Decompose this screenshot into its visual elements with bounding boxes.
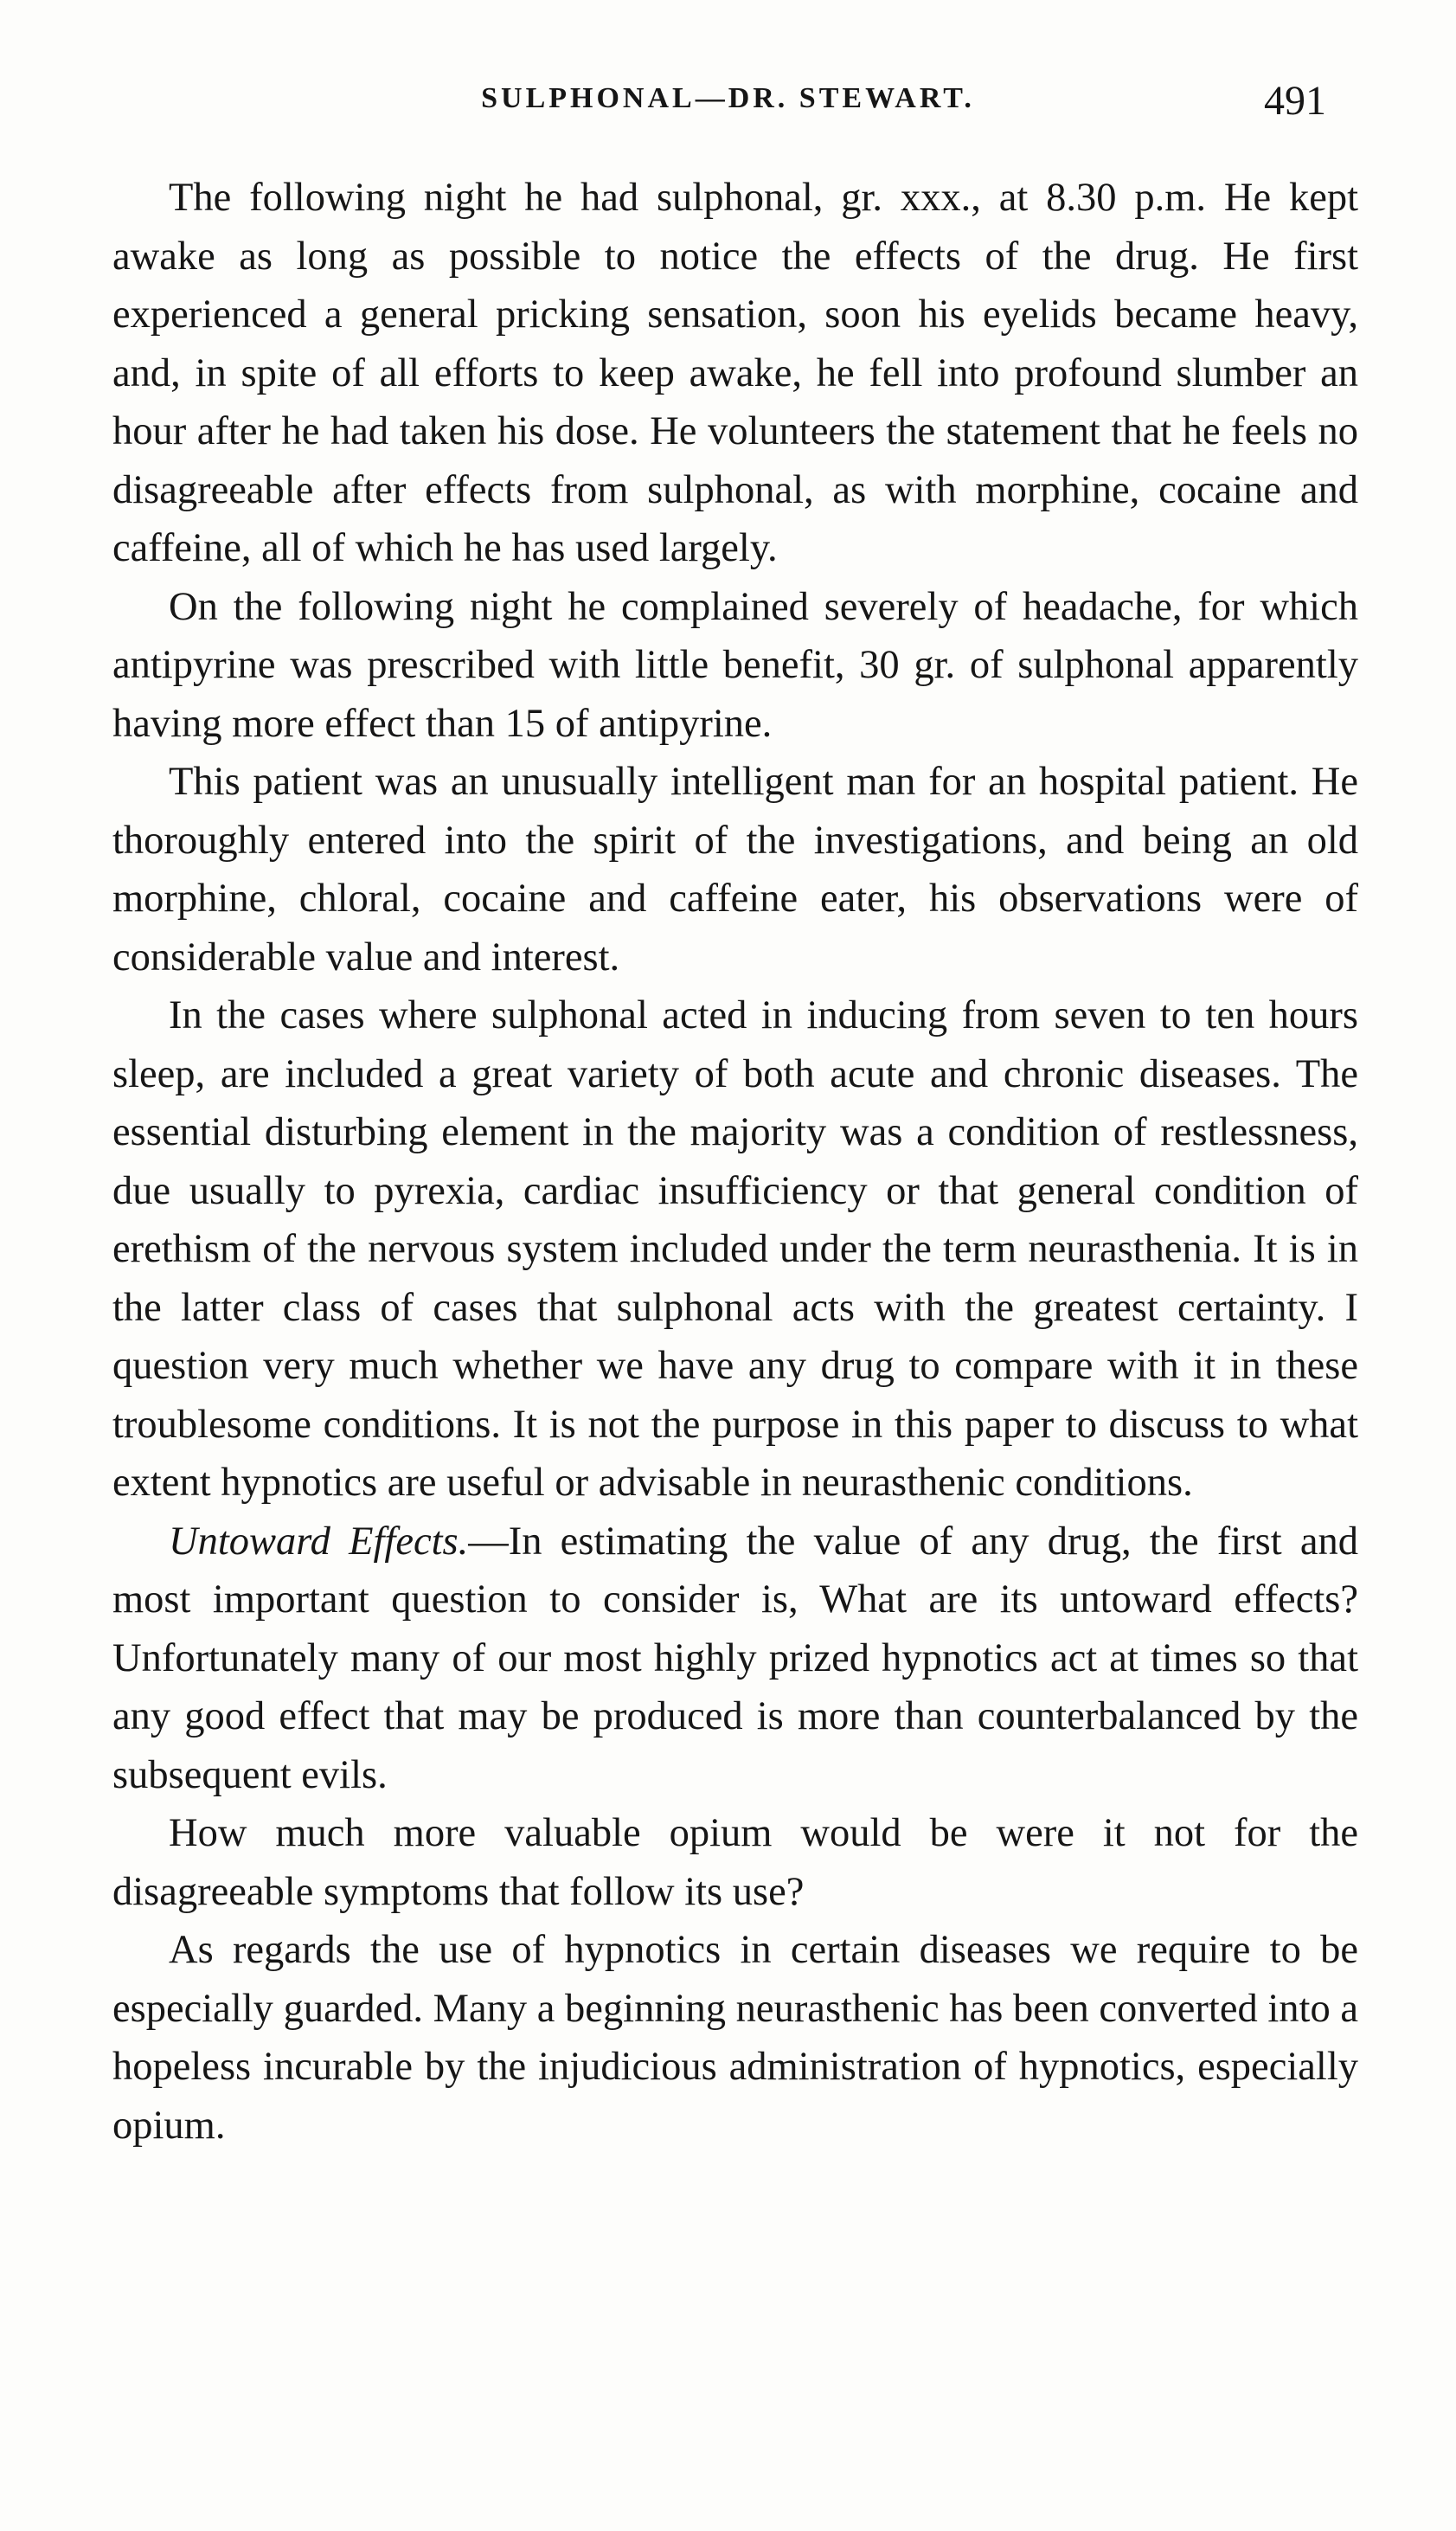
running-title: SULPHONAL—DR. STEWART. xyxy=(481,82,975,114)
paragraph: On the following night he complained severely of headache, for which antipyrine was prescribed with little benefit, 30 gr. of sulphonal apparently having more effect than 15 of antipyrine. xyxy=(112,584,1358,746)
paragraph: As regards the use of hypnotics in certain diseases we require to be especially guarded. Many a beginning neurasthenic has been converted into a hopeless incurable by the injudicious administration of hypnotics, especially opium. xyxy=(112,1928,1358,2148)
paragraph: In the cases where sulphonal acted in inducing from seven to ten hours sleep, are included a great variety of both acute and chronic diseases. The essential disturbing element in the majority was a condition of restlessness, due usually to pyrexia, cardiac insufficiency or that general condition of erethism of the nervous system included under the term neurasthenia. It is in the latter class of cases that sulphonal acts with the greatest certainty. I question very much whether we have any drug to compare with it in these troublesome conditions. It is not the purpose in this paper to discuss to what extent hypnotics are useful or advisable in neurasthenic conditions. xyxy=(112,993,1358,1505)
paragraph-untoward-effects xyxy=(112,1513,1358,1805)
body-text xyxy=(112,169,1358,2155)
page-number: 491 xyxy=(1264,78,1326,124)
section-heading: Untoward Effects. xyxy=(169,1519,469,1564)
paragraph-text: —In estimating the value of any drug, the first and most important question to consider is, What are its untoward effects? Unfortunately many of our most highly prized hypnotics act at times so that any good effect that may be produced is more than counterbalanced by the subsequent evils. xyxy=(112,1519,1359,1797)
paragraph: This patient was an unusually intelligent man for an hospital patient. He thoroughly entered into the spirit of the investigations, and being an old morphine, chloral, cocaine and caffeine eater, his observations were of considerable value and interest. xyxy=(112,760,1358,980)
paragraph: How much more valuable opium would be were it not for the disagreeable symptoms that follow its use? xyxy=(112,1811,1358,1914)
running-head xyxy=(112,78,1344,134)
paragraph: The following night he had sulphonal, gr. xxx., at 8.30 p.m. He kept awake as long as possible to notice the effects of the drug. He first experienced a general pricking sensation, soon his eyelids became heavy, and, in spite of all efforts to keep awake, he fell into profound slumber an hour after he had taken his dose. He volunteers the statement that he feels no disagreeable after effects from sulphonal, as with morphine, cocaine and caffeine, all of which he has used largely. xyxy=(112,176,1358,570)
